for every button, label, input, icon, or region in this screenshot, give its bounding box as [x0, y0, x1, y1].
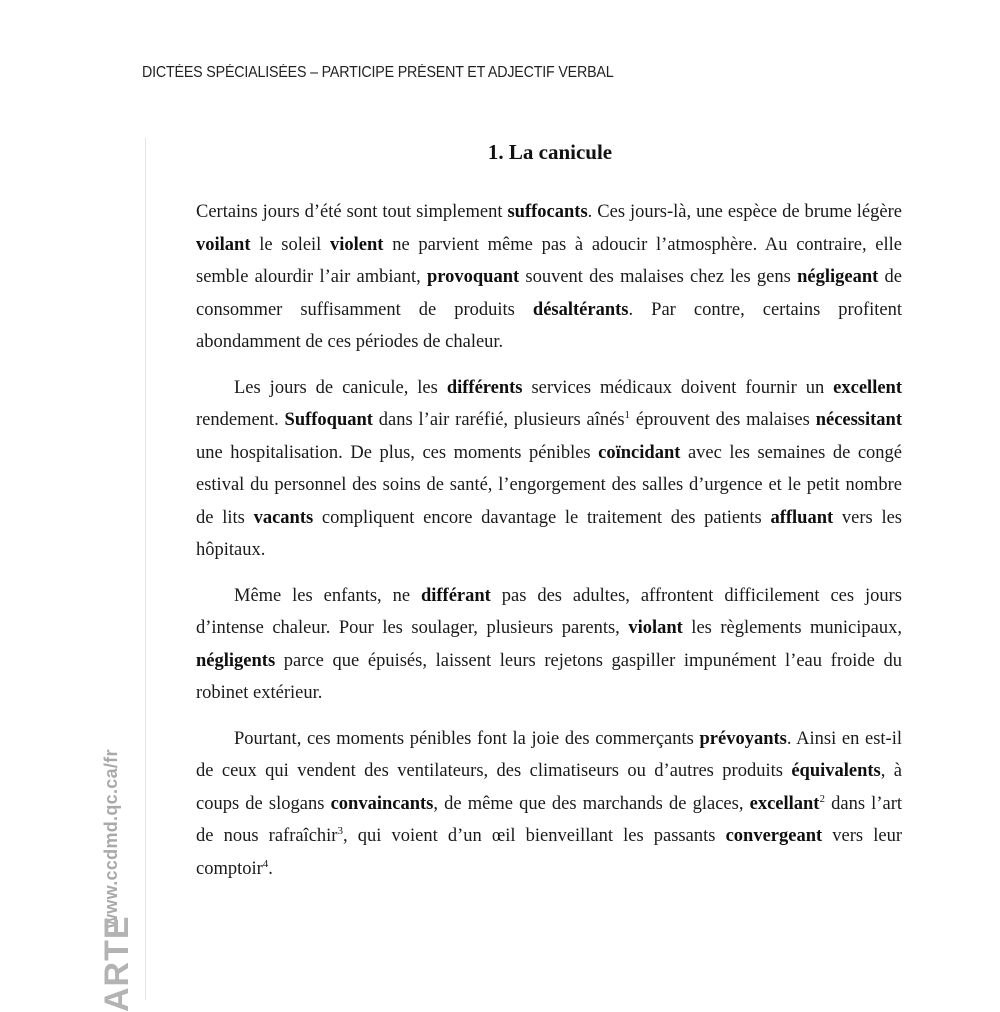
running-header: DICTÉES SPÉCIALISÉES – PARTICIPE PRÉSENT ET ADJECTIF VERBAL: [142, 64, 614, 81]
text-run: éprouvent des malaises: [630, 410, 816, 430]
text-run: , de même que des marchands de glaces,: [433, 793, 750, 814]
text-run: vers les hôpitaux.: [196, 507, 902, 560]
bold-term: coïncidant: [598, 442, 681, 463]
text-run: services médicaux doivent fournir un: [522, 377, 834, 398]
text-run: le soleil: [250, 234, 331, 255]
text-run: les règlements municipaux,: [682, 618, 902, 638]
footnote-marker: 2: [819, 792, 825, 805]
bold-term: provoquant: [426, 267, 520, 287]
sidebar-url: www.ccdmd.qc.ca/fr: [101, 749, 121, 928]
bold-term: différents: [446, 377, 523, 398]
margin-rule: [145, 138, 146, 1000]
bold-term: équivalents: [791, 761, 881, 781]
footnote-marker: 3: [337, 825, 343, 837]
bold-term: convaincants: [330, 793, 434, 814]
bold-term: violant: [628, 618, 683, 638]
text-run: une hospitalisation. De plus, ces moments pénibles: [196, 442, 599, 463]
bold-term: vacants: [253, 507, 314, 528]
text-run: dans l’art de nous rafraîchir: [196, 793, 902, 846]
bold-term: nécessitant: [815, 410, 903, 430]
text-run: Certains jours d’été sont tout simplement: [196, 202, 508, 222]
bold-term: excellant: [749, 793, 820, 814]
bold-term: négligeant: [797, 267, 879, 287]
text-run: . Par contre, certains profitent abondamment de ces périodes de chaleur.: [196, 299, 902, 352]
text-run: vers leur comptoir: [196, 826, 902, 879]
text-run: souvent des malaises chez les gens: [519, 267, 798, 287]
text-run: Pourtant, ces moments pénibles font la joie des commerçants: [234, 728, 700, 749]
text-run: . Ainsi en est-il de ceux qui vendent des ventilateurs, des climatiseurs ou d’autres produits: [196, 728, 902, 781]
text-run: .: [268, 858, 273, 879]
sidebar-brand: ARTE: [98, 915, 136, 1012]
bold-term: excellent: [833, 377, 902, 398]
bold-term: Suffoquant: [284, 410, 373, 430]
paragraph: [196, 372, 902, 567]
text-run: Les jours de canicule, les: [234, 377, 447, 398]
text-run: de consommer suffisamment de produits: [196, 267, 902, 320]
text-run: , à coups de slogans: [196, 761, 902, 814]
text-run: compliquent encore davantage le traitement des patients: [313, 507, 771, 528]
text-run: dans l’air raréfié, plusieurs aînés: [372, 410, 625, 430]
bold-term: violent: [330, 234, 384, 255]
bold-term: différant: [420, 585, 491, 606]
section-title: 1. La canicule: [487, 140, 613, 164]
dictation-text: [196, 196, 902, 898]
footnote-marker: 4: [262, 857, 269, 870]
text-run: Même les enfants, ne: [234, 585, 421, 606]
text-run: pas des adultes, affrontent difficilement ces jours d’intense chaleur. Pour les soulager, plusieurs parents,: [196, 585, 902, 638]
bold-term: négligents: [196, 650, 276, 671]
text-run: . Ces jours-là, une espèce de brume légère: [587, 202, 902, 222]
paragraph: [196, 196, 902, 359]
text-run: parce que épuisés, laissent leurs rejetons gaspiller impunément l’eau froide du robinet extérieur.: [196, 650, 902, 703]
bold-term: prévoyants: [699, 728, 787, 749]
paragraph: [196, 723, 902, 886]
footnote-marker: 1: [624, 409, 631, 421]
bold-term: suffocants: [507, 202, 588, 222]
text-run: ne parvient même pas à adoucir l’atmosphère. Au contraire, elle semble alourdir l’air ambiant,: [196, 234, 902, 287]
text-run: rendement.: [196, 410, 285, 430]
bold-term: désaltérants: [532, 299, 629, 320]
text-run: avec les semaines de congé estival du personnel des soins de santé, l’engorgement des salles d’urgence et le petit nombre de lits: [196, 442, 902, 528]
paragraph: [196, 580, 902, 710]
bold-term: convergeant: [725, 826, 823, 846]
bold-term: voilant: [196, 234, 251, 255]
text-run: , qui voient d’un œil bienveillant les passants: [342, 826, 726, 846]
bold-term: affluant: [770, 507, 834, 528]
